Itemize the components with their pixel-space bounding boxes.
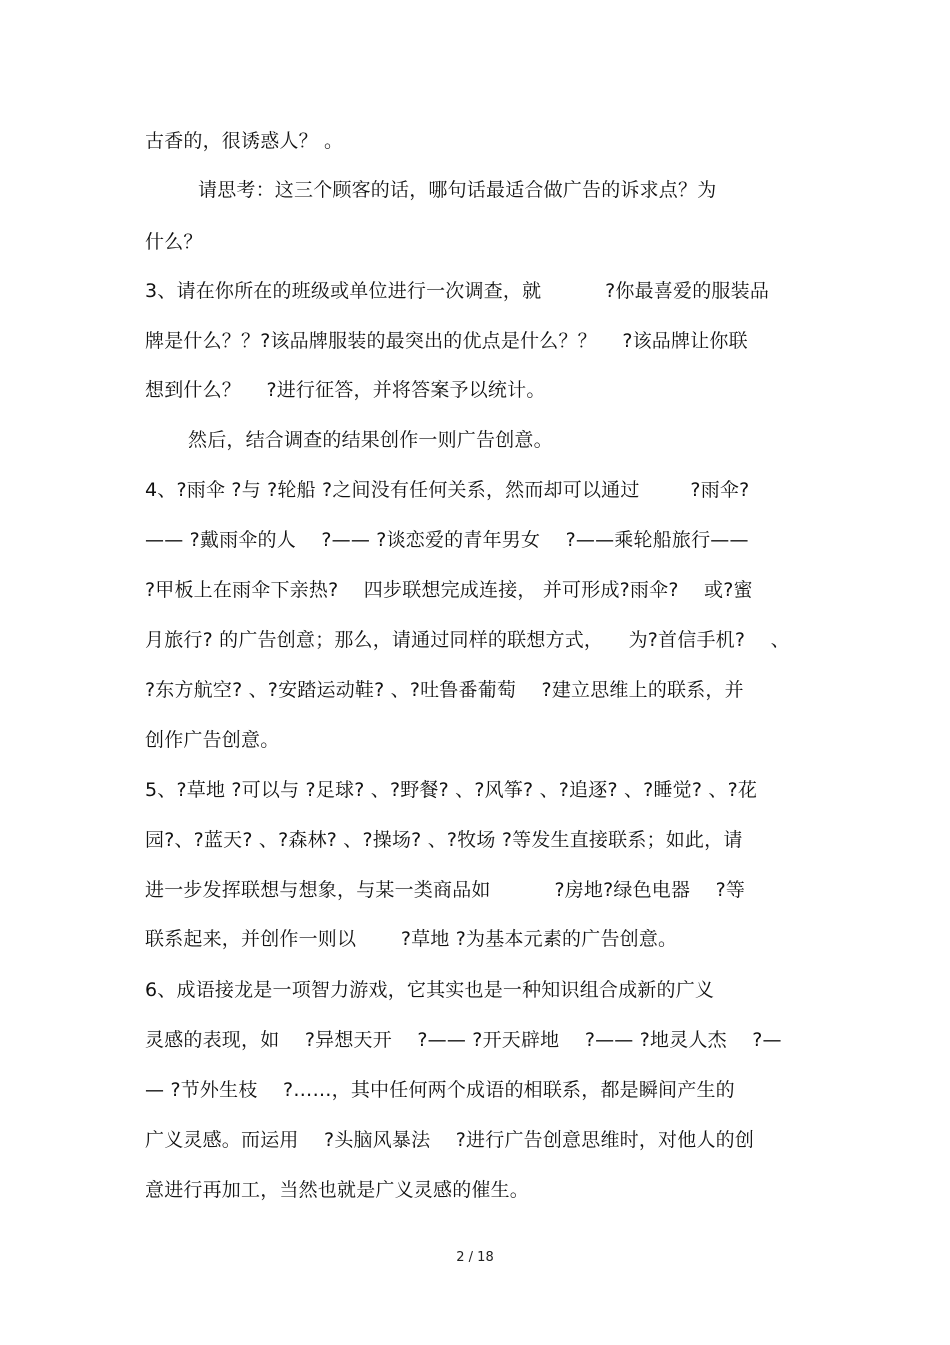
text-line: 想到什么？ ?进行征答，并将答案予以统计。 <box>145 379 546 401</box>
text-line: —— ?戴雨伞的人 ?—— ?谈恋爱的青年男女 ?——乘轮船旅行—— <box>145 529 749 551</box>
text-line: 什么？ <box>145 231 203 253</box>
text-line: 月旅行? 的广告创意；那么，请通过同样的联想方式， 为?首信手机? 、 <box>145 629 790 651</box>
text-line: 牌是什么？？?该品牌服装的最突出的优点是什么？？ ?该品牌让你联 <box>145 330 748 352</box>
text-line: 进一步发挥联想与想象，与某一类商品如 ?房地?绿色电器 ?等 <box>145 879 746 901</box>
text-line: 4、?雨伞 ?与 ?轮船 ?之间没有任何关系，然而却可以通过 ?雨伞? <box>145 479 750 501</box>
text-line: 然后，结合调查的结果创作一则广告创意。 <box>188 429 553 451</box>
text-line: 园?、?蓝天? 、?森林? 、?操场? 、?牧场 ?等发生直接联系；如此，请 <box>145 829 743 851</box>
text-line: 6、成语接龙是一项智力游戏，它其实也是一种知识组合成新的广义 <box>145 979 715 1001</box>
text-line: 意进行再加工，当然也就是广义灵感的催生。 <box>145 1179 530 1201</box>
text-line: ?东方航空? 、?安踏运动鞋? 、?吐鲁番葡萄 ?建立思维上的联系，并 <box>145 679 744 701</box>
text-line: ?甲板上在雨伞下亲热? 四步联想完成连接， 并可形成?雨伞? 或?蜜 <box>145 579 753 601</box>
text-line: 5、?草地 ?可以与 ?足球? 、?野餐? 、?风筝? 、?追逐? 、?睡觉? 、?花 <box>145 779 758 801</box>
text-line: 广义灵感。而运用 ?头脑风暴法 ?进行广告创意思维时，对他人的创 <box>145 1129 755 1151</box>
text-line: — ?节外生枝 ?……，其中任何两个成语的相联系，都是瞬间产生的 <box>145 1079 735 1101</box>
text-line: 灵感的表现，如 ?异想天开 ?—— ?开天辟地 ?—— ?地灵人杰 ?— <box>145 1029 782 1051</box>
page-number: 2 / 18 <box>456 1250 494 1265</box>
text-line: 请思考：这三个顾客的话，哪句话最适合做广告的诉求点？为 <box>198 179 717 201</box>
text-line: 创作广告创意。 <box>145 729 280 751</box>
text-line: 联系起来，并创作一则以 ?草地 ?为基本元素的广告创意。 <box>145 928 678 950</box>
text-line: 古香的，很诱惑人？ 。 <box>145 130 344 152</box>
text-line: 3、请在你所在的班级或单位进行一次调查，就 ?你最喜爱的服装品 <box>145 280 770 302</box>
